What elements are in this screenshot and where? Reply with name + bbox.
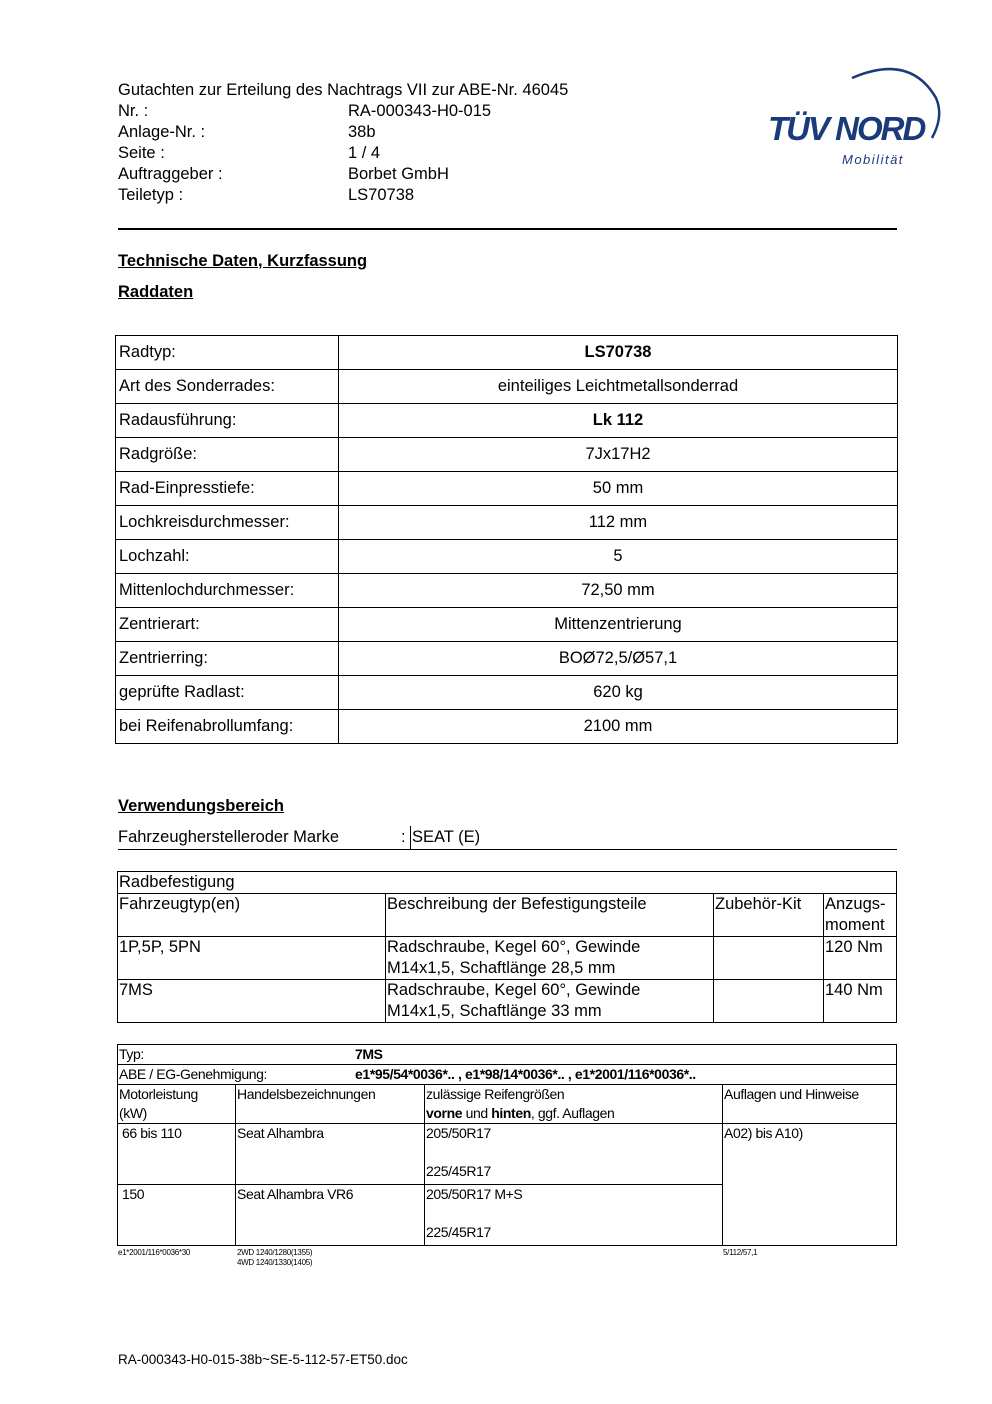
footnote-axle-loads — [237, 1248, 312, 1268]
header-row-nr — [118, 101, 678, 122]
tyre-size: 225/45R17 — [426, 1163, 491, 1179]
row-value: 50 mm — [339, 472, 898, 506]
row-value: 72,50 mm — [339, 574, 898, 608]
header-label: Seite : — [118, 144, 165, 162]
header-line: (kW) — [119, 1105, 147, 1121]
column-header: Fahrzeugtyp(en) — [118, 894, 386, 937]
torque: 120 Nm — [824, 937, 897, 980]
column-header: Auflagen und Hinweise — [723, 1085, 897, 1124]
header-text: , ggf. Auflagen — [530, 1105, 615, 1121]
header-label: Anlage-Nr. : — [118, 123, 206, 141]
description-line: M14x1,5, Schaftlänge 33 mm — [387, 1002, 602, 1020]
table-row — [116, 676, 898, 710]
header-row-anlage — [118, 122, 678, 143]
footnote-approval: e1*2001/116*0036*30 — [118, 1248, 191, 1257]
row-value: 5 — [339, 540, 898, 574]
table-row — [118, 1065, 897, 1085]
fixing-title: Radbefestigung — [118, 872, 897, 894]
row-label: Zentrierart: — [116, 608, 339, 642]
tyre-size: 205/50R17 M+S — [426, 1186, 523, 1202]
tyre-size: 205/50R17 — [426, 1125, 491, 1141]
header-bold: vorne — [426, 1105, 463, 1121]
column-header: Zubehör-Kit — [714, 894, 824, 937]
row-label: Radtyp: — [116, 336, 339, 370]
description-line: Radschraube, Kegel 60°, Gewinde — [387, 938, 641, 956]
header-value: Borbet GmbH — [348, 165, 449, 183]
abe-row — [118, 1065, 897, 1085]
trade-name-cell: Seat Alhambra VR6 — [236, 1185, 425, 1246]
fixing-table — [117, 871, 897, 1023]
header-bold: hinten — [491, 1105, 531, 1121]
table-row — [118, 1045, 897, 1065]
row-label: Art des Sonderrades: — [116, 370, 339, 404]
fixing-description — [386, 980, 714, 1023]
table-header-row — [118, 894, 897, 937]
manufacturer-colon: : — [401, 828, 406, 846]
table-header-row — [118, 1085, 897, 1124]
table-row — [116, 404, 898, 438]
column-header — [118, 1085, 236, 1124]
header-text: und — [462, 1105, 492, 1121]
header-label: Teiletyp : — [118, 186, 184, 204]
type-label: Typ: — [119, 1046, 144, 1062]
description-line: Radschraube, Kegel 60°, Gewinde — [387, 981, 641, 999]
column-header: Anzugs-moment — [824, 894, 897, 937]
table-row — [116, 336, 898, 370]
row-value: BOØ72,5/Ø57,1 — [339, 642, 898, 676]
row-label: Lochzahl: — [116, 540, 339, 574]
header-label: Auftraggeber : — [118, 165, 223, 183]
power-cell: 66 bis 110 — [118, 1124, 236, 1185]
table-row — [116, 506, 898, 540]
table-row — [118, 1124, 897, 1185]
table-row — [118, 937, 897, 980]
row-label: bei Reifenabrollumfang: — [116, 710, 339, 744]
header-line: Motorleistung — [119, 1086, 198, 1102]
report-title: Gutachten zur Erteilung des Nachtrags VII zur ABE-Nr. 46045 — [118, 81, 569, 99]
header-value: RA-000343-H0-015 — [348, 102, 492, 120]
section-title-verwendung: Verwendungsbereich — [118, 797, 284, 815]
row-label: Radgröße: — [116, 438, 339, 472]
description-line: M14x1,5, Schaftlänge 28,5 mm — [387, 959, 616, 977]
section-title-raddaten: Raddaten — [118, 283, 194, 301]
tyre-cell — [425, 1124, 723, 1185]
tuv-nord-logo — [760, 58, 945, 173]
vehicle-type: 1P,5P, 5PN — [118, 937, 386, 980]
fixing-description — [386, 937, 714, 980]
table-row — [116, 642, 898, 676]
manufacturer-divider — [410, 826, 411, 850]
table-row — [116, 540, 898, 574]
table-row — [118, 980, 897, 1023]
document-filename: RA-000343-H0-015-38b~SE-5-112-57-ET50.doc — [118, 1352, 408, 1367]
footnote-bolt-pattern: 5/112/57,1 — [723, 1248, 758, 1257]
header-row-seite — [118, 143, 678, 164]
header-row-teiletyp — [118, 185, 678, 206]
header-value: LS70738 — [348, 186, 415, 204]
vehicle-type: 7MS — [118, 980, 386, 1023]
header-row-auftraggeber — [118, 164, 678, 185]
column-header — [425, 1085, 723, 1124]
trade-name-cell: Seat Alhambra — [236, 1124, 425, 1185]
type-approval-table — [117, 1044, 897, 1246]
table-row — [118, 872, 897, 894]
table-row — [116, 574, 898, 608]
row-value: 2100 mm — [339, 710, 898, 744]
header-line: zulässige Reifengrößen — [426, 1086, 565, 1102]
header-value: 38b — [348, 123, 376, 141]
row-value: einteiliges Leichtmetallsonderrad — [339, 370, 898, 404]
row-value: Mittenzentrierung — [339, 608, 898, 642]
row-label: geprüfte Radlast: — [116, 676, 339, 710]
row-label: Rad-Einpresstiefe: — [116, 472, 339, 506]
row-value: 112 mm — [339, 506, 898, 540]
manufacturer-label: Fahrzeugherstelleroder Marke — [118, 828, 340, 846]
tyre-cell — [425, 1185, 723, 1246]
row-value: LS70738 — [339, 336, 898, 370]
table-row — [116, 370, 898, 404]
document-header — [118, 80, 678, 206]
footnote-line: 4WD 1240/1330(1405) — [237, 1258, 313, 1267]
tyre-size: 225/45R17 — [426, 1224, 491, 1240]
row-value: 7Jx17H2 — [339, 438, 898, 472]
column-header: Handelsbezeichnungen — [236, 1085, 425, 1124]
abe-label: ABE / EG-Genehmigung: — [119, 1066, 268, 1082]
section-title-tech: Technische Daten, Kurzfassung — [118, 252, 368, 270]
row-label: Lochkreisdurchmesser: — [116, 506, 339, 540]
header-divider — [118, 228, 897, 230]
table-row — [116, 608, 898, 642]
abe-value: e1*95/54*0036*.. , e1*98/14*0036*.. , e1*2001/116*0036*.. — [355, 1066, 696, 1082]
torque: 140 Nm — [824, 980, 897, 1023]
manufacturer-line — [118, 826, 897, 850]
accessory-kit — [714, 937, 824, 980]
column-header: Beschreibung der Befestigungsteile — [386, 894, 714, 937]
type-row — [118, 1045, 897, 1065]
header-line — [426, 1104, 721, 1123]
footnote-line: 2WD 1240/1280(1355) — [237, 1248, 313, 1257]
power-cell: 150 — [118, 1185, 236, 1246]
table-row — [116, 472, 898, 506]
table-row — [116, 438, 898, 472]
header-value: 1 / 4 — [348, 144, 381, 162]
row-value: Lk 112 — [339, 404, 898, 438]
accessory-kit — [714, 980, 824, 1023]
logo-brand: TÜV NORD — [768, 110, 925, 147]
row-label: Mittenlochdurchmesser: — [116, 574, 339, 608]
header-label: Nr. : — [118, 102, 149, 120]
row-label: Zentrierring: — [116, 642, 339, 676]
manufacturer-value: SEAT (E) — [412, 828, 481, 846]
logo-sub: Mobilität — [842, 152, 904, 167]
type-value: 7MS — [355, 1046, 383, 1062]
row-label: Radausführung: — [116, 404, 339, 438]
raddaten-table — [115, 335, 898, 744]
table-row — [116, 710, 898, 744]
row-value: 620 kg — [339, 676, 898, 710]
notes-cell: A02) bis A10) — [723, 1124, 897, 1246]
